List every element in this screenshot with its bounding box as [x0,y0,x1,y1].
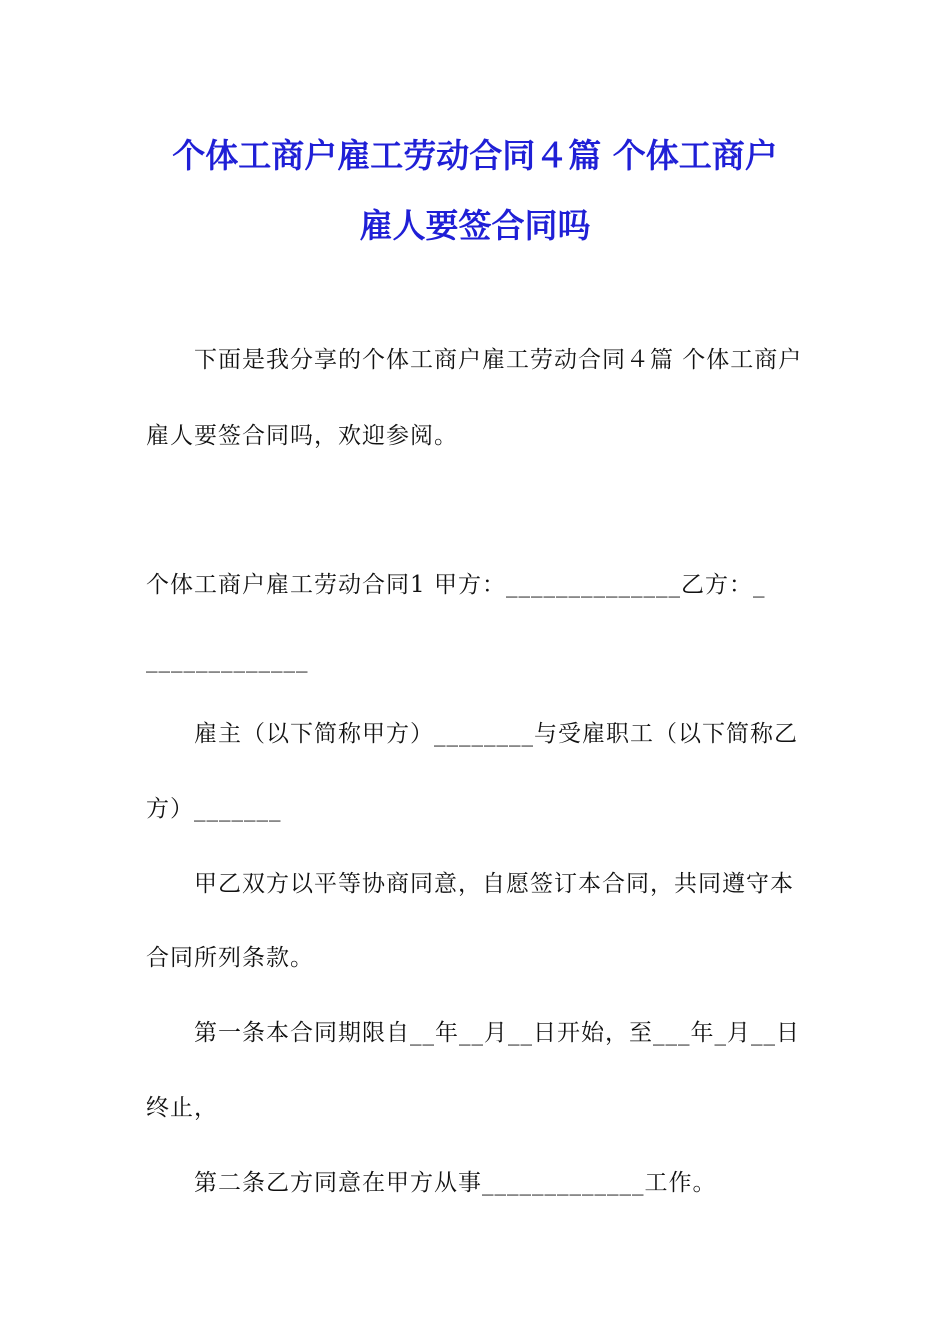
document-title-line-1: 个体工商户雇工劳动合同４篇 个体工商户 [172,136,778,175]
agreement-paragraph-line-2: 合同所列条款。 [146,945,314,971]
employer-paragraph-line-1: 雇主（以下简称甲方）________与受雇职工（以下简称乙 [194,721,798,747]
employer-paragraph-line-2: 方）_______ [146,796,282,822]
document-title-line-2: 雇人要签合同吗 [359,206,591,245]
article-2-line-1: 第二条乙方同意在甲方从事_____________工作。 [194,1170,717,1196]
contract-heading-line-2: _____________ [146,647,309,673]
intro-paragraph-line-1: 下面是我分享的个体工商户雇工劳动合同４篇 个体工商户 [194,347,803,373]
contract-heading-line-1: 个体工商户雇工劳动合同1 甲方：______________乙方：_ [146,572,766,598]
intro-paragraph-line-2: 雇人要签合同吗，欢迎参阅。 [146,423,458,449]
article-1-line-2: 终止， [146,1095,218,1121]
agreement-paragraph-line-1: 甲乙双方以平等协商同意，自愿签订本合同，共同遵守本 [194,871,794,897]
article-1-line-1: 第一条本合同期限自__年__月__日开始，至___年_月__日 [194,1020,800,1046]
